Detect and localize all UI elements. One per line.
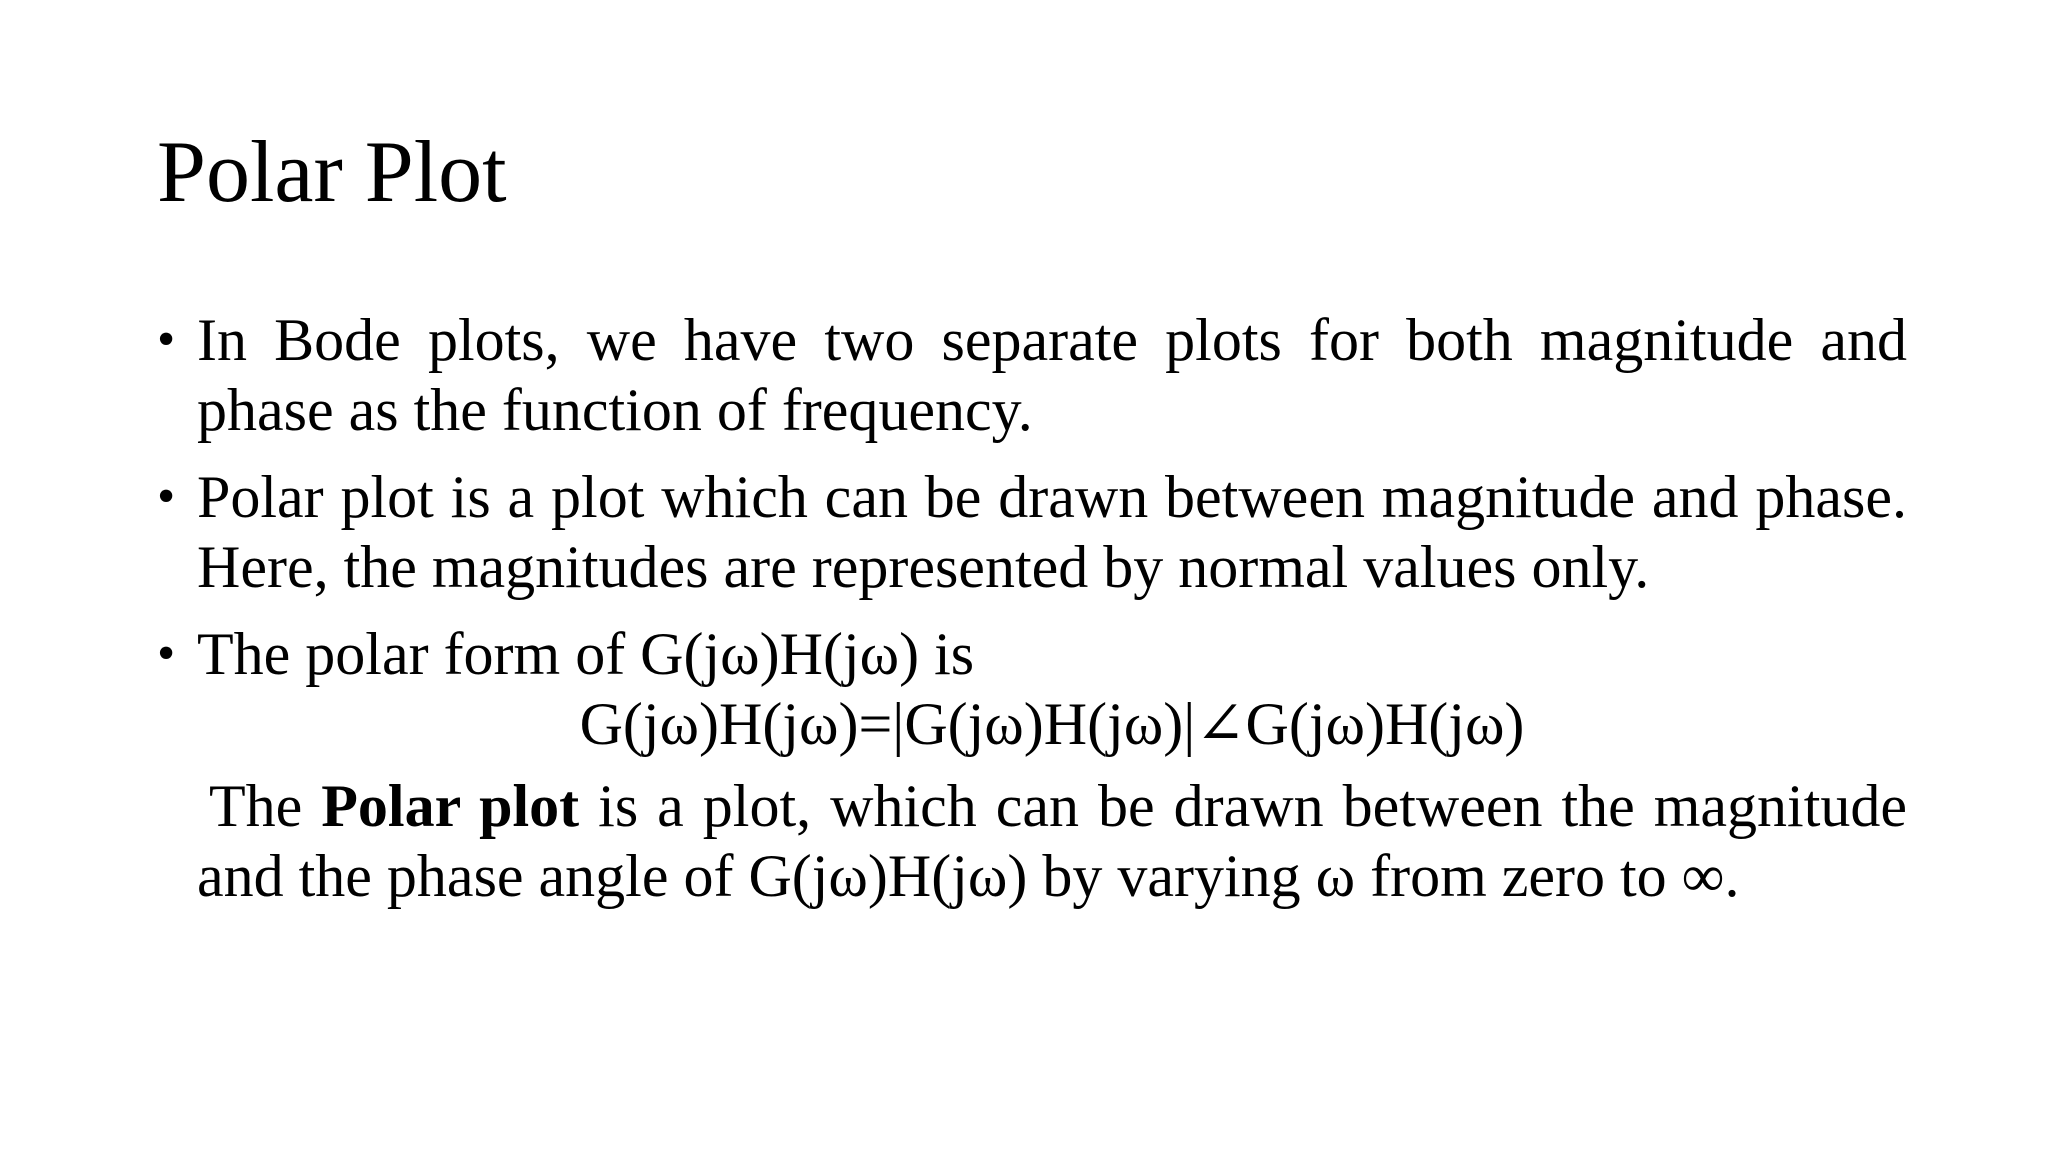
bullet-item-2 — [157, 462, 1907, 602]
bullet-marker: • — [157, 468, 176, 525]
bullet-marker: • — [157, 311, 176, 368]
definition-lead: The — [209, 773, 322, 839]
bullet-item-1 — [157, 305, 1907, 445]
bullet-text: Polar plot is a plot which can be drawn between magnitude and phase. Here, the magnitudes are represented by normal values only. — [197, 464, 1907, 600]
bullet-text: The polar form of G(jω)H(jω) is — [197, 621, 975, 687]
bullet-marker: • — [157, 625, 176, 682]
slide-title: Polar Plot — [157, 124, 507, 221]
definition-bold-term: Polar plot — [321, 773, 580, 839]
slide-body — [157, 305, 1907, 911]
definition-rest: is a plot, which can be drawn between the magnitude and the phase angle of G(jω)H(jω) by varying ω from zero to ∞. — [197, 773, 1908, 909]
bullet-item-3 — [157, 619, 1907, 689]
polar-form-formula: G(jω)H(jω)=|G(jω)H(jω)|∠G(jω)H(jω) — [579, 691, 1525, 757]
polar-plot-definition — [157, 771, 1907, 911]
bullet-text: In Bode plots, we have two separate plots for both magnitude and phase as the function of frequency. — [197, 307, 1907, 443]
